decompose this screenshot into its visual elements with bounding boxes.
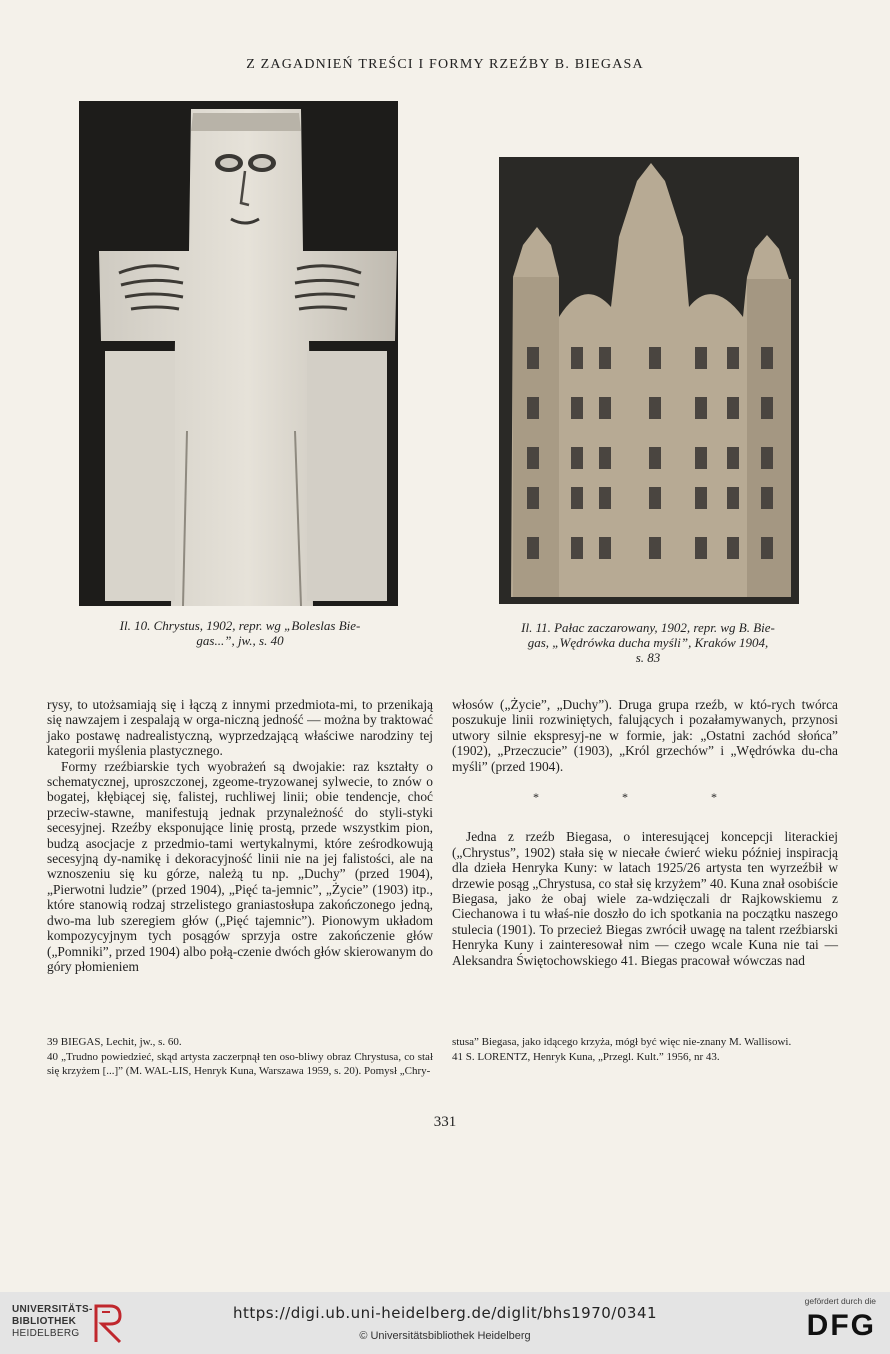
figure-10-caption — [70, 618, 410, 648]
figure-christ-cross-photo — [79, 101, 398, 606]
caption-line: Il. 11. Pałac zaczarowany, 1902, repr. wg B. Bie- — [521, 620, 775, 635]
page-number: 331 — [433, 1114, 457, 1130]
logo-line: HEIDELBERG — [12, 1328, 80, 1339]
permalink-url[interactable]: https://digi.ub.uni-heidelberg.de/diglit/bhs1970/0341 — [232, 1304, 658, 1322]
paragraph: rysy, to utożsamiają się i łączą z innymi przedmiota-mi, to przenikają się nawzajem i zespalają w orga-niczną jedność — można by traktować jako postawę nadrealistyczną, wyprzedzającą właściwe narodziny tej kategorii myślenia plastycznego. — [47, 697, 433, 759]
footnote: stusa” Biegasa, jako idącego krzyża, mógł być więc nie-znany M. Wallisowi. — [452, 1036, 792, 1048]
paragraph: Jedna z rzeźb Biegasa, o interesującej koncepcji literackiej („Chrystus”, 1902) stała się w niecałe ćwierć wieku później inspiracją dla dzieła Henryka Kuny: w latach 1925/26 artysta ten wyrzeźbił w drzewie posąg „Chrystusa, co stał się krzyżem” 40. Kuna znał osobiście Biegasa, jako że obaj wiele za-wdzięczali dr Rajkowskiemu z Ciechanowa i tu właś-nie doszło do ich spotkania na początku naszego stulecia (1901). To przecież Biegas zwrócił uwagę na talent rzeźbiarski Henryka Kuny i zainteresował nim — czego wcale Kuna nie tai — Aleksandra Świętochowskiego 41. Biegas pracował wówczas nad — [452, 829, 838, 968]
footnotes-left — [47, 1036, 433, 1080]
copyright-notice: © Universitätsbibliothek Heidelberg — [359, 1330, 531, 1342]
figure-enchanted-palace-photo — [499, 157, 799, 604]
funder-note: gefördert durch die — [804, 1296, 876, 1306]
funder-logo-text: DFG — [806, 1309, 876, 1342]
right-text-column — [452, 697, 838, 968]
caption-line: gas...”, jw., s. 40 — [196, 633, 284, 648]
viewer-footer-bar — [0, 1292, 890, 1354]
paragraph: Formy rzeźbiarskie tych wyobrażeń są dwojakie: raz kształty o schematycznej, uproszczonej, zgeome-tryzowanej sylwecie, to znów o bogatej, kłębiącej się, falistej, ruchliwej linii; obie tendencje, choć przeciw-stawne, manifestują jednak przynależność do styli-styki secesyjnej. Rzeźby eksponujące linię prostą, przede wszystkim pion, budzą asocjacje z przedmio-tami wertykalnymi, które ześrodkowują secesyjną dy-namikę i dekoracyjność linii nie na jej falistości, ale na wznoszeniu się ku górze, należą tu np. „Duchy” (przed 1904), „Pierwotni ludzie” (przed 1904), „Pięć ta-jemnic”, „Życie” (1903) itp., które stanowią rodzaj strzelistego graniastosłupa zakończonego jedną, dwo-ma lub szeregiem głów („Pięć tajemnic”). Pionowym układom kompozycyjnym tych posągów sprzyja ostre zakończenie głów („Pomniki”, przed 1904) albo połą-czenie dwóch głów skierowanym do góry płomieniem — [47, 758, 433, 974]
footnote: 40 „Trudno powiedzieć, skąd artysta zaczerpnął ten oso-bliwy obraz Chrystusa, co stał się krzyżem [...]” (M. WAL-LIS, Henryk Kuna, Warszawa 1959, s. 20). Pomysł „Chry- — [47, 1051, 433, 1077]
caption-line: gas, „Wędrówka ducha myśli”, Kraków 1904, — [527, 635, 769, 650]
footnote: 39 BIEGAS, Lechit, jw., s. 60. — [47, 1036, 182, 1048]
logo-line: UNIVERSITÄTS- — [12, 1304, 93, 1315]
footnotes-right — [452, 1036, 838, 1067]
section-separator: * * * — [533, 790, 757, 805]
caption-line: Il. 10. Chrystus, 1902, repr. wg „Boleslas Bie- — [119, 618, 361, 633]
caption-line: s. 83 — [635, 650, 661, 665]
figure-11-caption — [468, 620, 828, 665]
running-title: Z ZAGADNIEŃ TREŚCI I FORMY RZEŹBY B. BIEGASA — [246, 57, 644, 72]
dfg-logo[interactable] — [756, 1296, 876, 1350]
logo-line: BIBLIOTHEK — [12, 1316, 77, 1327]
footnote: 41 S. LORENTZ, Henryk Kuna, „Przegl. Kult.” 1956, nr 43. — [452, 1051, 720, 1064]
left-text-column — [47, 697, 433, 974]
paragraph: włosów („Życie”, „Duchy”). Druga grupa rzeźb, w któ-rych twórca poszukuje linii rozwiniętych, falujących i pozałamywanych, przynosi utwory silnie ekspresyj-ne w formie, jak: „Ostatni zachód słońca” (1902), „Przeczucie” (1903), „Król grzechów” i „Wędrówka du-cha myśli” (przed 1904). — [452, 697, 838, 774]
